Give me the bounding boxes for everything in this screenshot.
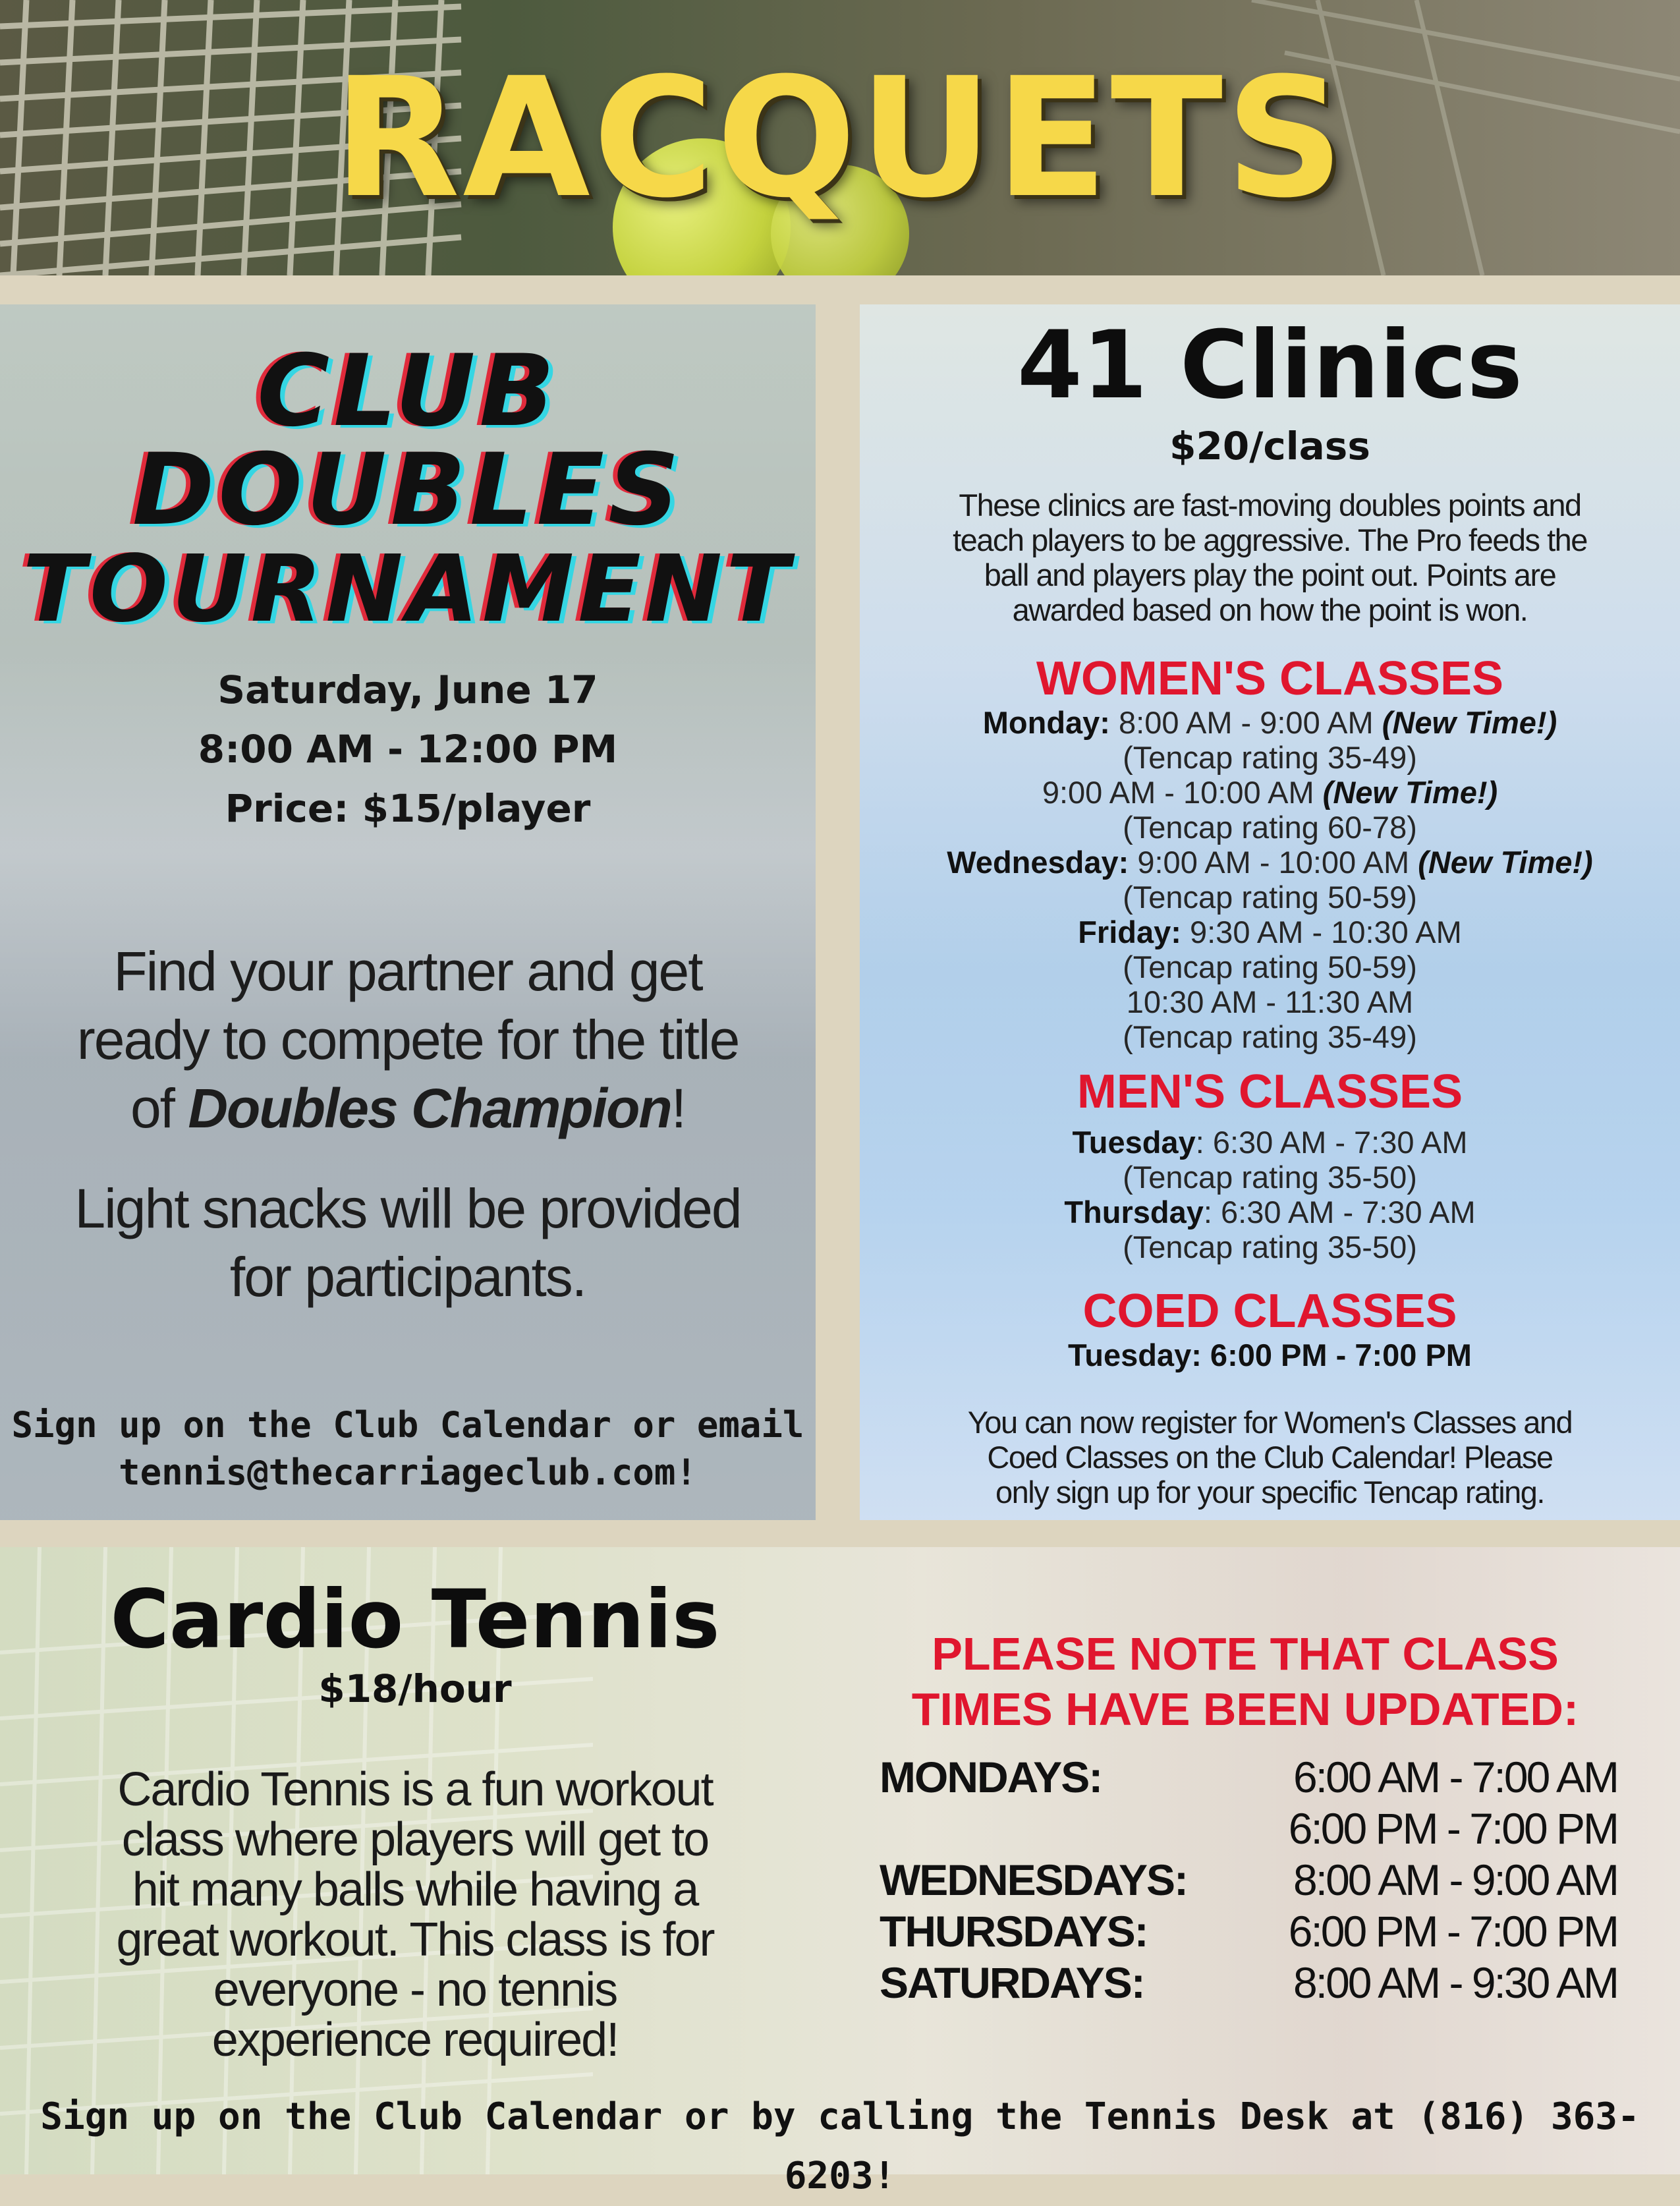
desc-line: class where players will get to bbox=[121, 1813, 709, 1866]
page-title: RACQUETS bbox=[333, 42, 1347, 234]
coed-classes-heading: COED CLASSES bbox=[1082, 1285, 1457, 1338]
tournament-time: 8:00 AM - 12:00 PM bbox=[198, 727, 618, 772]
time-text: : 6:30 AM - 7:30 AM bbox=[1203, 1195, 1476, 1230]
rating-line: (Tencap rating 50-59) bbox=[1123, 880, 1417, 915]
rating-line: (Tencap rating 60-78) bbox=[1123, 810, 1417, 845]
day-label: Monday: bbox=[982, 705, 1110, 740]
time-range: 8:00 AM - 9:00 AM bbox=[1293, 1855, 1617, 1904]
time-range: 8:00 AM - 9:30 AM bbox=[1293, 1958, 1617, 2007]
register-line: You can now register for Women's Classes and bbox=[967, 1405, 1573, 1440]
tournament-desc-line: ready to compete for the title bbox=[76, 1009, 739, 1071]
desc-line: hit many balls while having a bbox=[132, 1863, 698, 1916]
note-line: PLEASE NOTE THAT CLASS bbox=[932, 1628, 1559, 1680]
desc-line: experience required! bbox=[211, 2014, 619, 2066]
desc-line: These clinics are fast-moving doubles points and bbox=[959, 488, 1581, 523]
schedule-line bbox=[860, 845, 1680, 880]
day-label: SATURDAYS: bbox=[880, 1958, 1144, 2007]
rating-line: (Tencap rating 35-49) bbox=[1123, 740, 1417, 775]
register-line: Coed Classes on the Club Calendar! Please bbox=[987, 1440, 1553, 1475]
tournament-title-line: CLUB bbox=[257, 334, 559, 449]
day-label: MONDAYS: bbox=[880, 1753, 1102, 1801]
clinics-description bbox=[860, 488, 1680, 627]
desc-line: great workout. This class is for bbox=[116, 1913, 714, 1966]
schedule-row bbox=[880, 1854, 1617, 1906]
day-label: THURSDAYS: bbox=[880, 1907, 1148, 1956]
time-range: 6:00 PM - 7:00 PM bbox=[1288, 1804, 1617, 1853]
schedule-line: 10:30 AM - 11:30 AM bbox=[1126, 984, 1414, 1019]
schedule-row bbox=[880, 1803, 1617, 1854]
snacks-line: Light snacks will be provided bbox=[74, 1177, 741, 1239]
rating-line: (Tencap rating 35-49) bbox=[1123, 1019, 1417, 1054]
tennis-desk-signup: Sign up on the Club Calendar or by calling the Tennis Desk at (816) 363-6203! bbox=[40, 2095, 1640, 2197]
time-text: 9:30 AM - 10:30 AM bbox=[1181, 915, 1462, 949]
desc-line: teach players to be aggressive. The Pro feeds the bbox=[953, 523, 1587, 557]
schedule-line bbox=[860, 915, 1680, 949]
time-text: 9:00 AM - 10:00 AM bbox=[1129, 845, 1418, 880]
day-label: Friday: bbox=[1078, 915, 1181, 949]
rating-line: (Tencap rating 50-59) bbox=[1123, 949, 1417, 984]
schedule-line bbox=[860, 775, 1680, 810]
cardio-panel bbox=[0, 1547, 1680, 2197]
doubles-champion-emphasis: Doubles Champion bbox=[188, 1077, 671, 1139]
desc-line: everyone - no tennis bbox=[213, 1964, 617, 2016]
tournament-title-line: DOUBLES bbox=[132, 433, 684, 548]
desc-line: ball and players play the point out. Points are bbox=[984, 557, 1556, 592]
schedule-line bbox=[860, 1125, 1680, 1160]
mens-classes-heading: MEN'S CLASSES bbox=[1077, 1065, 1463, 1118]
header-banner bbox=[0, 0, 1680, 275]
womens-classes-heading: WOMEN'S CLASSES bbox=[1036, 652, 1504, 705]
time-range: 6:00 PM - 7:00 PM bbox=[1288, 1907, 1617, 1956]
time-range: 6:00 AM - 7:00 AM bbox=[1293, 1753, 1617, 1801]
time-text: 9:00 AM - 10:00 AM bbox=[1042, 775, 1323, 810]
day-label: Tuesday bbox=[1072, 1125, 1196, 1160]
coed-schedule bbox=[860, 1338, 1680, 1372]
schedule-update-note bbox=[850, 1626, 1640, 1737]
tournament-desc-line: Find your partner and get bbox=[113, 940, 702, 1002]
day-label: WEDNESDAYS: bbox=[880, 1855, 1187, 1904]
tournament-desc-line bbox=[0, 1074, 816, 1143]
day-label: Wednesday: bbox=[947, 845, 1129, 880]
desc-line: awarded based on how the point is won. bbox=[1012, 592, 1528, 627]
schedule-line bbox=[860, 1338, 1680, 1372]
mens-schedule bbox=[860, 1125, 1680, 1264]
snacks-line: for participants. bbox=[229, 1246, 586, 1308]
clinics-panel bbox=[860, 304, 1680, 1520]
tournament-signup-line: Sign up on the Club Calendar or email bbox=[11, 1404, 804, 1446]
tournament-price: Price: $15/player bbox=[225, 786, 591, 831]
rating-line: (Tencap rating 35-50) bbox=[1123, 1160, 1417, 1195]
register-note bbox=[860, 1405, 1680, 1510]
schedule-line bbox=[860, 705, 1680, 740]
register-line: only sign up for your specific Tencap rating. bbox=[995, 1475, 1544, 1510]
cardio-description bbox=[26, 1765, 804, 2065]
new-time-tag: (New Time!) bbox=[1382, 705, 1557, 740]
clinics-price: $20/class bbox=[1169, 424, 1370, 468]
schedule-row bbox=[880, 1906, 1617, 1957]
day-label: Thursday bbox=[1064, 1195, 1204, 1230]
schedule-line bbox=[860, 1195, 1680, 1230]
schedule-row bbox=[880, 1751, 1617, 1803]
tournament-signup-email[interactable]: tennis@thecarriageclub.com! bbox=[119, 1452, 697, 1493]
desc-text: ! bbox=[671, 1077, 686, 1139]
rating-line: (Tencap rating 35-50) bbox=[1123, 1230, 1417, 1264]
tournament-title-line: TOURNAMENT bbox=[22, 536, 793, 643]
tournament-date: Saturday, June 17 bbox=[217, 667, 598, 712]
schedule-row bbox=[880, 1957, 1617, 2008]
cardio-schedule bbox=[880, 1751, 1617, 2008]
tournament-panel bbox=[0, 304, 816, 1520]
womens-schedule bbox=[860, 705, 1680, 1054]
desc-line: Cardio Tennis is a fun workout bbox=[117, 1763, 713, 1816]
note-line: TIMES HAVE BEEN UPDATED: bbox=[911, 1683, 1579, 1735]
clinics-title: 41 Clinics bbox=[1017, 311, 1523, 420]
time-text: 8:00 AM - 9:00 AM bbox=[1109, 705, 1382, 740]
new-time-tag: (New Time!) bbox=[1322, 775, 1498, 810]
cardio-price: $18/hour bbox=[318, 1666, 512, 1711]
new-time-tag: (New Time!) bbox=[1418, 845, 1593, 880]
time-text: : 6:30 AM - 7:30 AM bbox=[1195, 1125, 1468, 1160]
time-text: 6:00 PM - 7:00 PM bbox=[1201, 1338, 1472, 1372]
day-label: Tuesday: bbox=[1068, 1338, 1202, 1372]
cardio-title: Cardio Tennis bbox=[110, 1573, 720, 1666]
desc-text: of bbox=[130, 1077, 188, 1139]
